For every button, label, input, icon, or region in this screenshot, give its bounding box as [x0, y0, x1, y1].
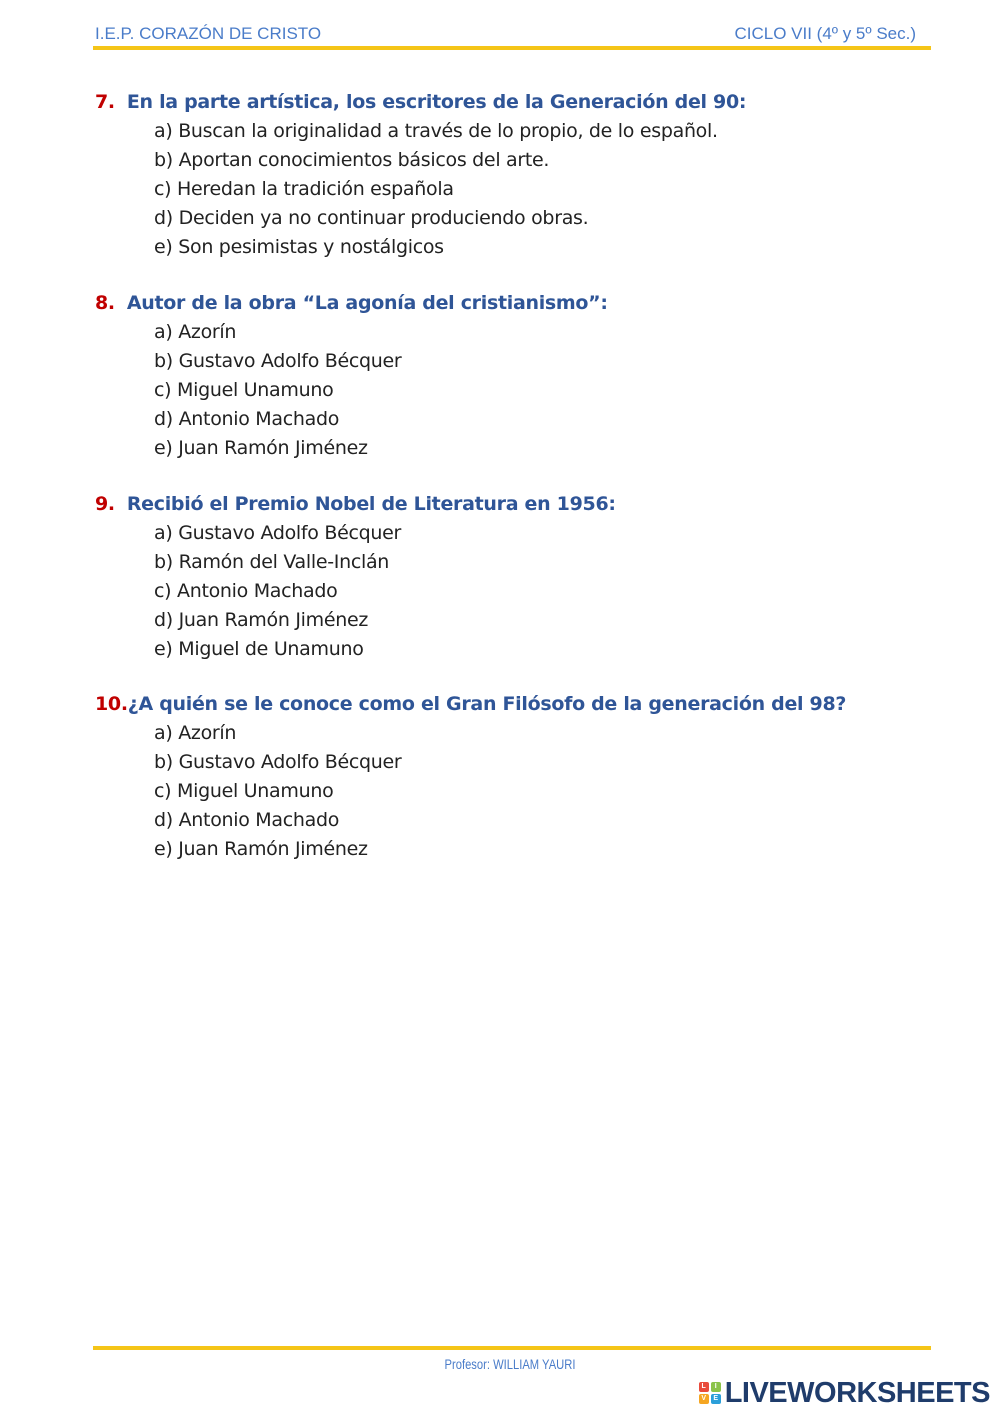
question-7 [95, 88, 746, 262]
teacher-name: Profesor: WILLIAM YAURI [444, 1356, 576, 1372]
option-list [95, 318, 608, 463]
option-d[interactable]: d) Deciden ya no continuar produciendo obras. [154, 207, 589, 229]
option-e[interactable]: e) Juan Ramón Jiménez [154, 838, 368, 860]
question-9 [95, 490, 616, 664]
option-a[interactable]: a) Gustavo Adolfo Bécquer [154, 522, 402, 544]
cycle-label: CICLO VII (4º y 5º Sec.) [734, 24, 916, 43]
question-title [95, 490, 616, 519]
question-text: Recibió el Premio Nobel de Literatura en 1956: [126, 493, 616, 515]
liveworksheets-brand[interactable] [699, 1378, 990, 1408]
option-c[interactable]: c) Miguel Unamuno [154, 379, 334, 401]
option-c[interactable]: c) Miguel Unamuno [154, 780, 334, 802]
option-e[interactable]: e) Juan Ramón Jiménez [154, 437, 368, 459]
option-c[interactable]: c) Heredan la tradición española [154, 178, 454, 200]
option-a[interactable]: a) Azorín [154, 321, 237, 343]
option-b[interactable]: b) Gustavo Adolfo Bécquer [154, 751, 402, 773]
question-title [95, 690, 846, 719]
question-number: 7. [95, 91, 115, 113]
liveworksheets-logo-icon: L I V E [699, 1382, 721, 1404]
option-c[interactable]: c) Antonio Machado [154, 580, 338, 602]
option-a[interactable]: a) Buscan la originalidad a través de lo propio, de lo español. [154, 120, 718, 142]
option-e[interactable]: e) Miguel de Unamuno [154, 638, 364, 660]
option-d[interactable]: d) Antonio Machado [154, 809, 340, 831]
question-8 [95, 289, 608, 463]
question-text: ¿A quién se le conoce como el Gran Filósofo de la generación del 98? [127, 693, 847, 715]
page-header [95, 24, 930, 46]
school-name: I.E.P. CORAZÓN DE CRISTO [95, 24, 322, 43]
option-list [95, 719, 846, 864]
question-number: 10. [95, 693, 128, 715]
option-e[interactable]: e) Son pesimistas y nostálgicos [154, 236, 444, 258]
option-a[interactable]: a) Azorín [154, 722, 237, 744]
option-d[interactable]: d) Antonio Machado [154, 408, 340, 430]
header-divider [93, 46, 931, 50]
question-number: 9. [95, 493, 115, 515]
option-d[interactable]: d) Juan Ramón Jiménez [154, 609, 369, 631]
option-b[interactable]: b) Ramón del Valle-Inclán [154, 551, 390, 573]
question-10 [95, 690, 846, 864]
footer-divider [93, 1346, 931, 1350]
option-b[interactable]: b) Gustavo Adolfo Bécquer [154, 350, 402, 372]
option-b[interactable]: b) Aportan conocimientos básicos del arte. [154, 149, 550, 171]
question-title [95, 88, 746, 117]
liveworksheets-wordmark: LIVEWORKSHEETS [724, 1376, 990, 1409]
question-text: En la parte artística, los escritores de la Generación del 90: [126, 91, 747, 113]
option-list [95, 519, 616, 664]
question-title [95, 289, 608, 318]
question-number: 8. [95, 292, 115, 314]
question-text: Autor de la obra “La agonía del cristianismo”: [126, 292, 608, 314]
option-list [95, 117, 746, 262]
